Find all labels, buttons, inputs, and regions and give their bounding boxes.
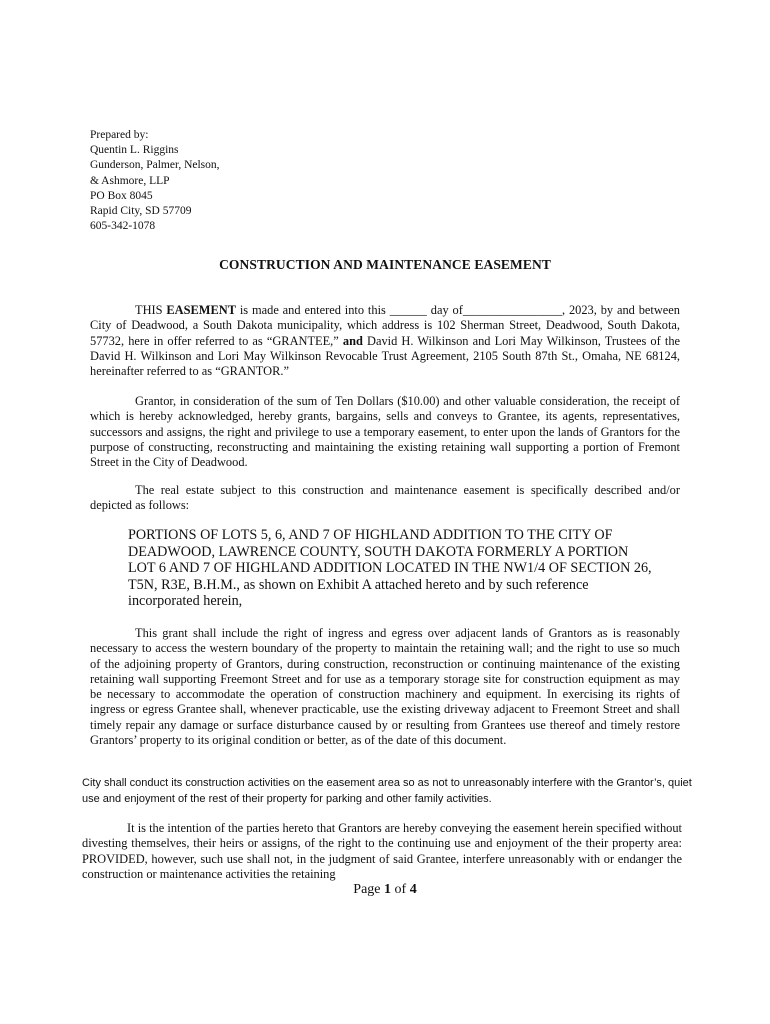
and-bold: and (342, 333, 363, 348)
p1-text-e: , 2023, by and between City of Deadwood, a South Dakota municipality, which address is 102 Sherman Street, Deadwood, South Dakota, 57732, here in offer referred to as “GRANTEE,” (90, 303, 680, 348)
legal-description: PORTIONS OF LOTS 5, 6, AND 7 OF HIGHLAND ADDITION TO THE CITY OF DEADWOOD, LAWRENCE COUNTY, SOUTH DAKOTA FORMERLY A PORTION LOT 6 AND 7 OF HIGHLAND ADDITION LOCATED IN THE NW1/4 OF SECTION 26, T5N, R3E, B.H.M., as shown on Exhibit A attached hereto and by such reference incorporated herein, (128, 527, 652, 610)
p1-text-c: is made and entered into this ______ day of (235, 303, 463, 317)
firm-name-line-2: & Ashmore, LLP (90, 174, 170, 187)
document-title: CONSTRUCTION AND MAINTENANCE EASEMENT (219, 257, 551, 272)
construction-activities-paragraph: City shall conduct its construction activities on the easement area so as not to unreasonably interfere with the Grantor’s, quiet use and enjoyment of the rest of their property for parking and other family activities. (82, 777, 692, 805)
preparer-name: Quentin L. Riggins (90, 144, 179, 157)
p1-text-a: THIS (135, 303, 167, 317)
po-box: PO Box 8045 (90, 189, 153, 202)
opening-paragraph (90, 303, 680, 379)
page-footer (0, 882, 770, 898)
of-label: of (391, 882, 410, 897)
page-number: 1 (384, 882, 392, 897)
firm-name-line-1: Gunderson, Palmer, Nelson, (90, 159, 220, 172)
grant-paragraph: Grantor, in consideration of the sum of Ten Dollars ($10.00) and other valuable consideration, the receipt of which is hereby acknowledged, hereby grants, bargains, sells and conveys to Grantee, its agents, representatives, successors and assigns, the right and privilege to use a temporary easement, to enter upon the lands of Grantors for the purpose of constructing, reconstructing and maintaining the existing retaining wall supporting a portion of Fremont Street in the City of Deadwood. (90, 394, 680, 470)
page-total: 4 (409, 882, 417, 897)
easement-bold: EASEMENT (166, 303, 236, 317)
prepared-by-line: Prepared by: (90, 129, 149, 141)
ingress-egress-paragraph: This grant shall include the right of ingress and egress over adjacent lands of Grantors as is reasonably necessary to access the western boundary of the property to maintain the retaining wall; and the right to use so much of the adjoining property of Grantors, during construction, reconstruction or continuing maintenance of the existing retaining wall supporting Freemont Street and for use as a temporary storage site for construction equipment as may be necessary to accommodate the operation of construction machinery and equipment. In exercising its rights of ingress or egress Grantee shall, whenever practicable, use the existing driveway adjacent to Freemont Street and shall timely repair any damage or surface disturbance caused by or resulting from Grantees use thereof and timely restore Grantors’ property to its original condition or better, as of the date of this document. (90, 626, 680, 748)
page-label: Page (353, 882, 385, 897)
p1-text-g: David H. Wilkinson and Lori May Wilkinson, Trustees of the David H. Wilkinson and Lori May Wilkinson Revocable Trust Agreement, 2105 South 87th St., Omaha, NE 68124, hereinafter referred to as “GRANTOR.” (90, 333, 681, 379)
intention-paragraph: It is the intention of the parties hereto that Grantors are hereby conveying the easement herein specified without divesting themselves, their heirs or assigns, of the right to the continuing use and enjoyment of the their property area: PROVIDED, however, such use shall not, in the judgment of said Grantee, interfere unreasonably with or endanger the construction or maintenance activities the retaining (82, 821, 682, 881)
prepared-by-block (90, 128, 220, 234)
date-blank: ________________ (462, 303, 562, 317)
real-estate-paragraph: The real estate subject to this construction and maintenance easement is specifically described and/or depicted as follows: (90, 483, 680, 513)
city-state-zip: Rapid City, SD 57709 (90, 205, 192, 218)
phone-number: 605-342-1078 (90, 220, 156, 233)
